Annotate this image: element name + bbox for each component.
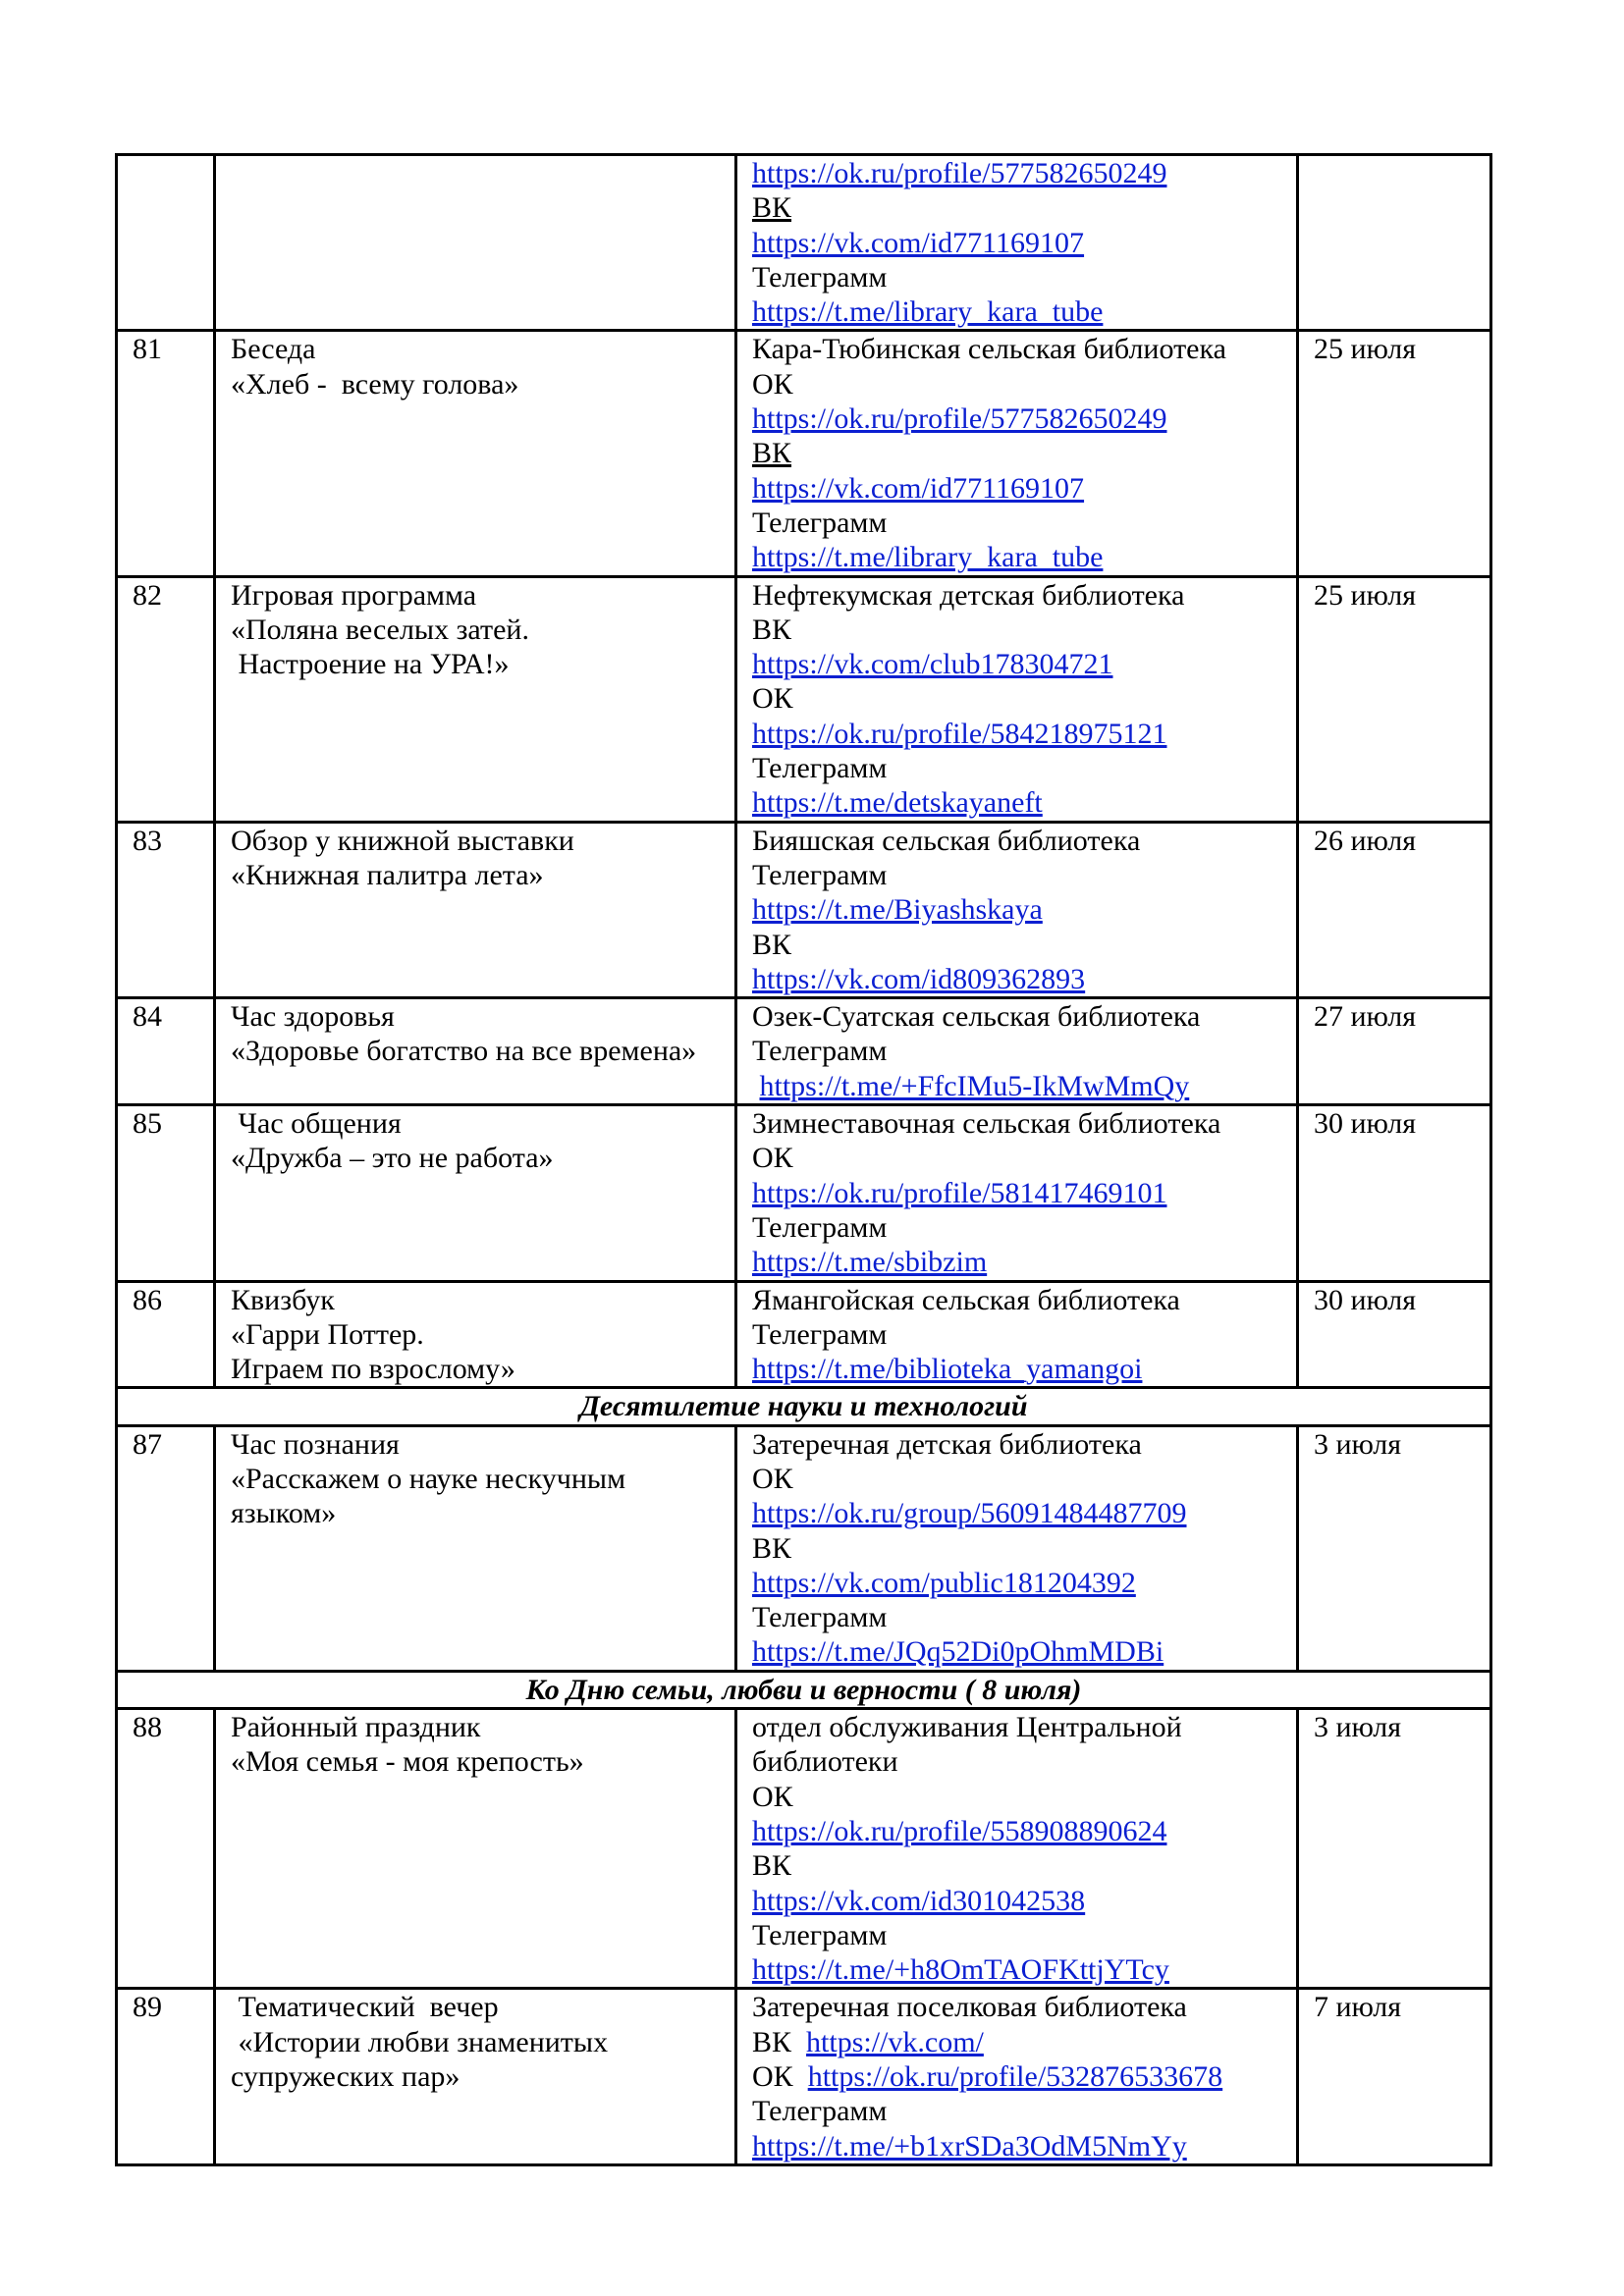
event-number: 87 — [117, 1425, 215, 1671]
venue-line — [752, 1069, 1292, 1103]
venue-text: ОК — [752, 1142, 793, 1175]
venue-text: Телеграмм — [752, 1210, 888, 1244]
venue-text: ВК — [752, 928, 792, 961]
venue-text: Озек-Суатская сельская библиотека — [752, 1000, 1201, 1034]
event-title-line: «Книжная палитра лета» — [231, 858, 544, 891]
venue-text: ОК — [752, 682, 793, 716]
event-title-cell — [215, 155, 736, 331]
venue-text: ОК — [752, 1462, 793, 1495]
event-row — [117, 1989, 1491, 2164]
venue-line — [752, 1566, 1292, 1600]
events-table — [115, 153, 1492, 2166]
section-header-row — [117, 1388, 1491, 1425]
venue-text: ВК — [752, 1849, 792, 1883]
venue-text: Телеграмм — [752, 506, 888, 539]
venue-text: Телеграмм — [752, 752, 888, 785]
venue-line — [752, 1710, 1292, 1744]
venue-text: ВК — [752, 1531, 792, 1565]
event-title-line: «Здоровье богатство на все времена» — [231, 1035, 697, 1068]
venue-line — [752, 1496, 1292, 1530]
event-date: 26 июля — [1298, 822, 1491, 997]
venue-line — [752, 999, 1292, 1034]
venue-line — [752, 2025, 1292, 2059]
social-link[interactable]: https://vk.com/id771169107 — [752, 471, 1085, 505]
venue-text: Телеграмм — [752, 1035, 888, 1068]
venue-text: ОК — [752, 1780, 793, 1813]
venue-text: Телеграмм — [752, 1918, 888, 1951]
social-link[interactable]: https://t.me/detskayaneft — [752, 786, 1043, 820]
venue-text: Бияшская сельская библиотека — [752, 824, 1141, 857]
social-link[interactable]: https://vk.com/ — [806, 2025, 984, 2058]
social-link[interactable]: https://ok.ru/profile/581417469101 — [752, 1176, 1167, 1209]
venue-line — [752, 540, 1292, 574]
event-title-line: «Моя семья - моя крепость» — [231, 1745, 584, 1779]
venue-line — [752, 1918, 1292, 1952]
venue-text: ВК — [752, 437, 792, 470]
venue-line — [752, 1780, 1292, 1814]
social-link[interactable]: https://t.me/Biyashskaya — [752, 893, 1043, 927]
venue-text: Затеречная детская библиотека — [752, 1427, 1142, 1461]
social-link[interactable]: https://vk.com/public181204392 — [752, 1566, 1136, 1599]
event-title-line: Квизбук — [231, 1283, 335, 1316]
venue-line — [752, 471, 1292, 506]
event-title-cell — [215, 331, 736, 576]
social-link[interactable]: https://ok.ru/profile/584218975121 — [752, 717, 1167, 750]
social-link[interactable]: https://t.me/+b1xrSDa3OdM5NmYy — [752, 2129, 1187, 2163]
event-title-line: Час здоровья — [231, 1000, 395, 1034]
event-number: 82 — [117, 576, 215, 822]
event-title-line: Беседа — [231, 333, 316, 366]
venue-line — [752, 294, 1292, 329]
event-venue-cell — [736, 1709, 1298, 1989]
venue-line — [752, 1848, 1292, 1883]
venue-line — [752, 1283, 1292, 1317]
event-title-cell — [215, 1425, 736, 1671]
events-table-body — [117, 155, 1491, 2165]
event-title-cell — [215, 822, 736, 997]
event-title-line: «Истории любви знаменитых — [231, 2025, 609, 2058]
venue-line — [752, 1462, 1292, 1496]
venue-text: Телеграмм — [752, 260, 888, 294]
venue-line — [752, 1600, 1292, 1634]
venue-line — [752, 1744, 1292, 1779]
event-row — [117, 331, 1491, 576]
event-title-line: Играем по взрослому» — [231, 1353, 515, 1386]
venue-text: Зимнеставочная сельская библиотека — [752, 1107, 1221, 1141]
event-title-line: Настроение на УРА!» — [231, 648, 510, 681]
venue-line — [752, 613, 1292, 647]
section-title: Ко Дню семьи, любви и верности ( 8 июля) — [117, 1671, 1491, 1708]
venue-line — [752, 2094, 1292, 2128]
venue-text: Кара-Тюбинская сельская библиотека — [752, 333, 1226, 366]
venue-line — [752, 1210, 1292, 1245]
event-title-line: Тематический вечер — [231, 1991, 499, 2024]
event-venue-cell — [736, 155, 1298, 331]
social-link[interactable]: https://ok.ru/profile/532876533678 — [807, 2060, 1223, 2094]
event-number: 81 — [117, 331, 215, 576]
event-title-line: Игровая программа — [231, 578, 477, 612]
event-title-cell — [215, 1281, 736, 1388]
venue-text: ВК — [752, 2025, 807, 2058]
event-title-line: Час познания — [231, 1427, 400, 1461]
event-number: 85 — [117, 1105, 215, 1281]
venue-line — [752, 2129, 1292, 2163]
event-date: 30 июля — [1298, 1105, 1491, 1281]
event-number: 86 — [117, 1281, 215, 1388]
venue-line — [752, 1141, 1292, 1175]
event-number: 89 — [117, 1989, 215, 2164]
social-link[interactable]: https://vk.com/id771169107 — [752, 226, 1085, 259]
event-title-line: «Дружба – это не работа» — [231, 1142, 554, 1175]
venue-text: ОК — [752, 2060, 808, 2094]
venue-line — [752, 226, 1292, 260]
event-venue-cell — [736, 1105, 1298, 1281]
social-link[interactable]: https://t.me/JQq52Di0pOhmMDBi — [752, 1635, 1164, 1669]
venue-line — [752, 962, 1292, 996]
venue-text: библиотеки — [752, 1745, 898, 1779]
event-date: 25 июля — [1298, 331, 1491, 576]
social-link[interactable]: https://vk.com/club178304721 — [752, 648, 1113, 681]
venue-line — [752, 1034, 1292, 1068]
event-number — [117, 155, 215, 331]
venue-line — [752, 190, 1292, 225]
venue-line — [752, 1952, 1292, 1987]
social-link[interactable]: https://t.me/biblioteka_yamangoi — [752, 1353, 1143, 1386]
venue-text: ВК — [752, 613, 792, 646]
event-date: 3 июля — [1298, 1425, 1491, 1671]
event-title-line: Районный праздник — [231, 1711, 481, 1744]
section-title: Десятилетие науки и технологий — [117, 1388, 1491, 1425]
event-venue-cell — [736, 1281, 1298, 1388]
venue-text: Телеграмм — [752, 2095, 888, 2128]
event-title-line: Обзор у книжной выставки — [231, 824, 574, 857]
venue-line — [752, 785, 1292, 820]
venue-text: Ямангойская сельская библиотека — [752, 1283, 1180, 1316]
event-date: 7 июля — [1298, 1989, 1491, 2164]
venue-line — [752, 892, 1292, 927]
venue-text: Нефтекумская детская библиотека — [752, 578, 1185, 612]
venue-line — [752, 1352, 1292, 1386]
event-title-cell — [215, 1989, 736, 2164]
venue-line — [752, 1317, 1292, 1352]
venue-line — [752, 1634, 1292, 1669]
section-header-row — [117, 1671, 1491, 1708]
venue-line — [752, 401, 1292, 436]
social-link[interactable]: https://t.me/library_kara_tube — [752, 295, 1104, 329]
venue-line — [752, 751, 1292, 785]
social-link[interactable]: https://t.me/+FfcIMu5-IkMwMmQy — [759, 1069, 1190, 1102]
venue-line — [752, 1245, 1292, 1279]
venue-line — [752, 928, 1292, 962]
venue-line — [752, 436, 1292, 470]
event-number: 83 — [117, 822, 215, 997]
event-venue-cell — [736, 576, 1298, 822]
social-link[interactable]: https://ok.ru/profile/577582650249 — [752, 157, 1167, 189]
social-link[interactable]: https://ok.ru/profile/577582650249 — [752, 402, 1167, 436]
venue-text: Телеграмм — [752, 858, 888, 891]
event-row — [117, 1105, 1491, 1281]
event-title-line: «Расскажем о науке нескучным — [231, 1462, 626, 1495]
social-link[interactable]: https://vk.com/id301042538 — [752, 1884, 1086, 1917]
event-row — [117, 1425, 1491, 1671]
venue-line — [752, 506, 1292, 540]
venue-line — [752, 156, 1292, 190]
event-venue-cell — [736, 1425, 1298, 1671]
venue-text — [752, 1070, 760, 1102]
event-title-line: «Поляна веселых затей. — [231, 613, 529, 646]
venue-line — [752, 2059, 1292, 2094]
event-title-cell — [215, 1105, 736, 1281]
event-title-line: супружеских пар» — [231, 2060, 460, 2094]
event-title-cell — [215, 1709, 736, 1989]
venue-text: Телеграмм — [752, 1601, 888, 1634]
venue-line — [752, 1814, 1292, 1848]
venue-text: Затеречная поселковая библиотека — [752, 1991, 1187, 2024]
venue-line — [752, 858, 1292, 892]
venue-text: ОК — [752, 367, 793, 400]
event-title-line: Час общения — [231, 1107, 402, 1141]
venue-line — [752, 717, 1292, 751]
event-venue-cell — [736, 1989, 1298, 2164]
event-title-line: «Гарри Поттер. — [231, 1317, 424, 1351]
social-link[interactable]: https://ok.ru/group/56091484487709 — [752, 1497, 1187, 1530]
event-title-line: языком» — [231, 1497, 337, 1530]
event-row — [117, 576, 1491, 822]
event-row — [117, 822, 1491, 997]
venue-line — [752, 1531, 1292, 1566]
venue-line — [752, 260, 1292, 294]
social-link[interactable]: https://vk.com/id809362893 — [752, 962, 1086, 995]
social-link[interactable]: https://t.me/sbibzim — [752, 1246, 988, 1279]
event-row — [117, 998, 1491, 1105]
venue-line — [752, 1990, 1292, 2024]
venue-text: Телеграмм — [752, 1317, 888, 1351]
venue-text: отдел обслуживания Центральной — [752, 1711, 1182, 1744]
venue-text: ВК — [752, 191, 792, 225]
venue-line — [752, 1427, 1292, 1462]
event-date: 25 июля — [1298, 576, 1491, 822]
event-date — [1298, 155, 1491, 331]
event-venue-cell — [736, 822, 1298, 997]
venue-line — [752, 681, 1292, 716]
venue-line — [752, 367, 1292, 401]
social-link[interactable]: https://t.me/library_kara_tube — [752, 541, 1104, 574]
venue-line — [752, 824, 1292, 858]
venue-line — [752, 647, 1292, 681]
event-row — [117, 155, 1491, 331]
venue-line — [752, 332, 1292, 366]
venue-line — [752, 1884, 1292, 1918]
social-link[interactable]: https://ok.ru/profile/558908890624 — [752, 1814, 1167, 1847]
venue-line — [752, 578, 1292, 613]
event-date: 3 июля — [1298, 1709, 1491, 1989]
event-title-cell — [215, 576, 736, 822]
event-number: 84 — [117, 998, 215, 1105]
event-date: 30 июля — [1298, 1281, 1491, 1388]
event-number: 88 — [117, 1709, 215, 1989]
event-date: 27 июля — [1298, 998, 1491, 1105]
event-row — [117, 1709, 1491, 1989]
event-venue-cell — [736, 998, 1298, 1105]
event-title-cell — [215, 998, 736, 1105]
venue-line — [752, 1176, 1292, 1210]
venue-line — [752, 1106, 1292, 1141]
event-title-line: «Хлеб - всему голова» — [231, 367, 519, 400]
event-row — [117, 1281, 1491, 1388]
event-venue-cell — [736, 331, 1298, 576]
social-link[interactable]: https://t.me/+h8OmTAOFKttjYTcy — [752, 1953, 1169, 1987]
